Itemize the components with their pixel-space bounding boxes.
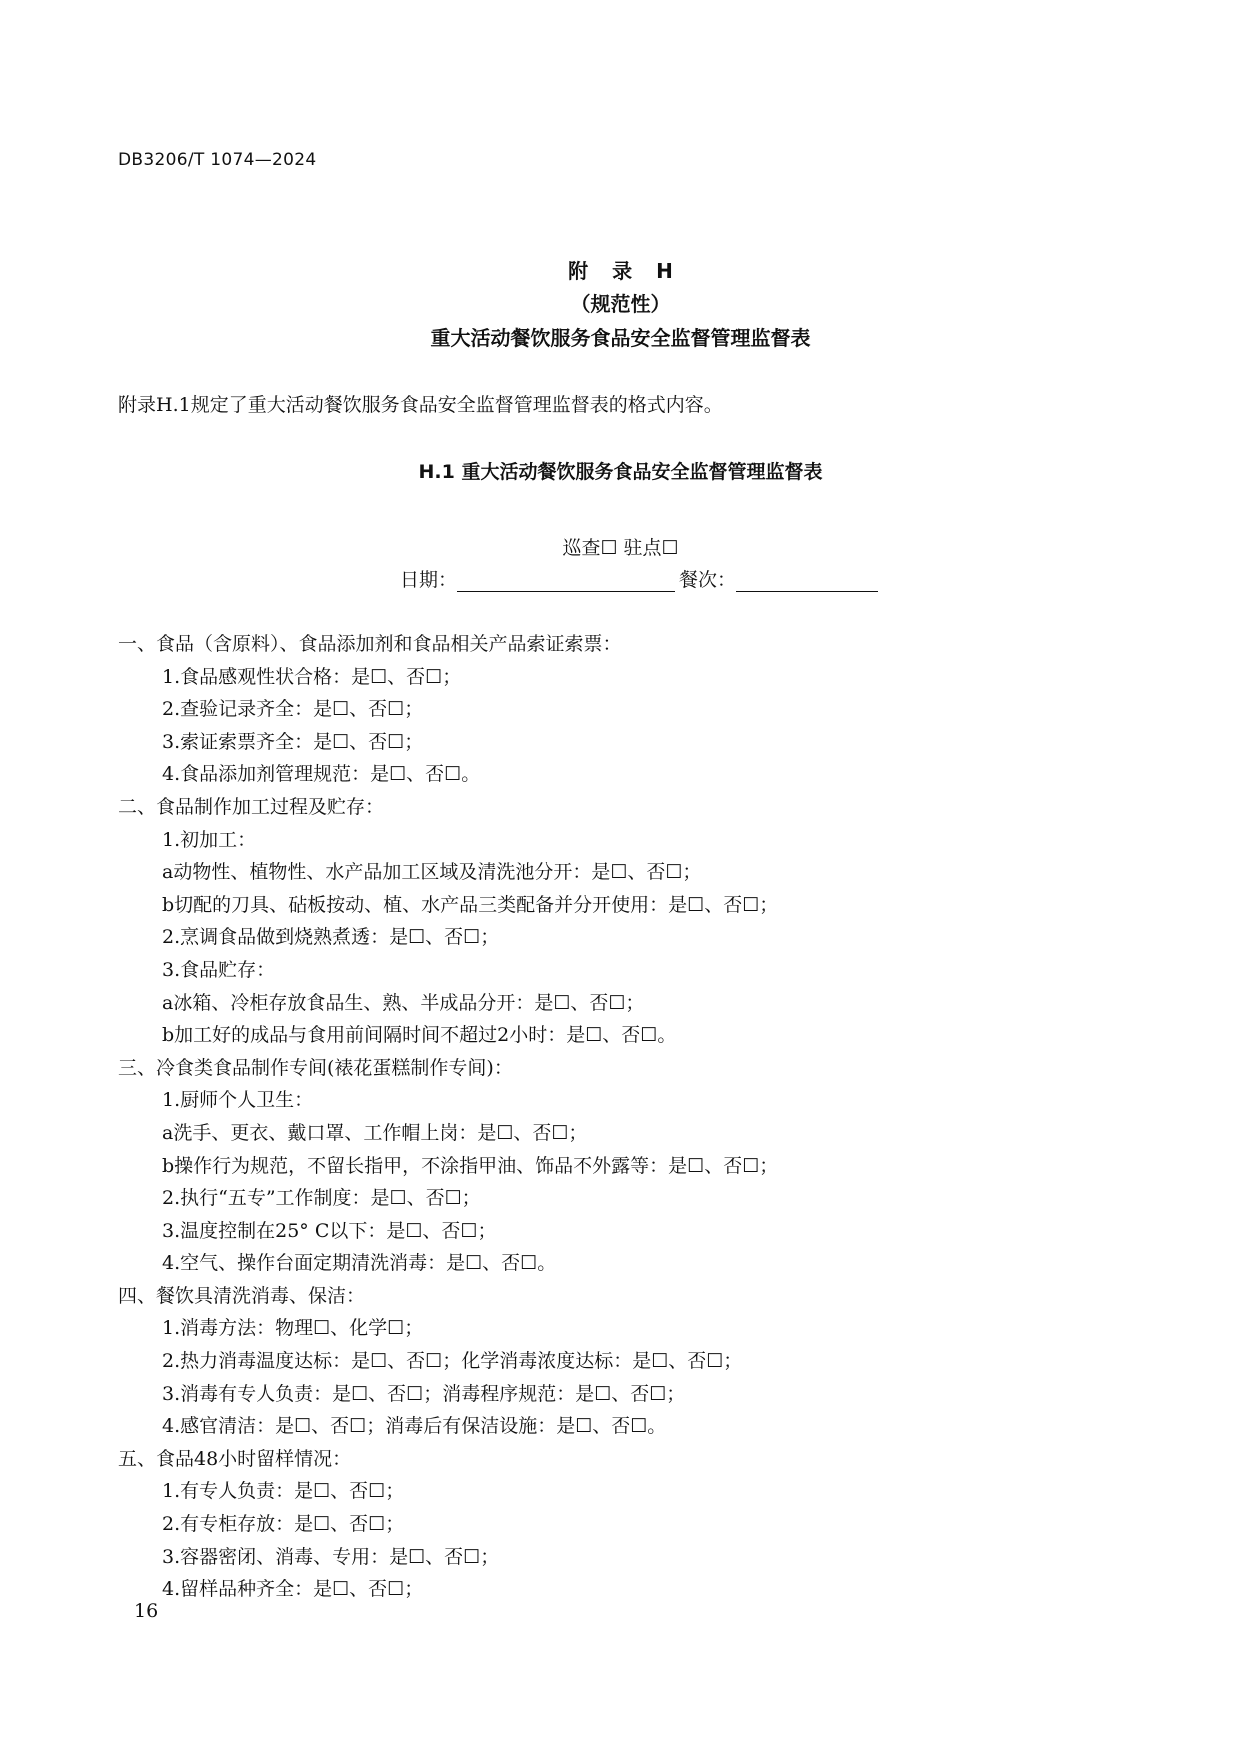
check-item: 4.空气、操作台面定期清洗消毒：是☐、否☐。	[162, 1252, 557, 1275]
check-item: 4.食品添加剂管理规范：是☐、否☐。	[162, 763, 481, 786]
check-item: 3.消毒有专人负责：是☐、否☐；消毒程序规范：是☐、否☐；	[162, 1382, 686, 1405]
page-number: 16	[134, 1600, 159, 1622]
date-label: 日期：	[400, 569, 458, 591]
section-item: 五、食品48小时留样情况：	[118, 1447, 352, 1470]
check-item: 1.厨师个人卫生：	[162, 1089, 314, 1112]
section-item: 二、食品制作加工过程及贮存：	[118, 795, 385, 818]
check-item: 4.留样品种齐全：是☐、否☐；	[162, 1578, 424, 1601]
date-meal-line	[400, 565, 878, 592]
section-item: 三、冷食类食品制作专间(裱花蛋糕制作专间)：	[118, 1056, 513, 1079]
check-item: 2.烹调食品做到烧熟煮透：是☐、否☐；	[162, 926, 500, 949]
check-item: 1.消毒方法：物理☐、化学☐；	[162, 1317, 424, 1340]
check-item: a动物性、植物性、水产品加工区域及清洗池分开：是☐、否☐；	[162, 861, 702, 884]
check-item: 1.食品感观性状合格：是☐、否☐；	[162, 665, 462, 688]
check-item: a冰箱、冷柜存放食品生、熟、半成品分开：是☐、否☐；	[162, 991, 645, 1014]
meal-blank	[736, 569, 878, 592]
date-blank	[457, 569, 675, 592]
meal-label: 餐次：	[679, 569, 737, 591]
document-code: DB3206/T 1074—2024	[118, 150, 317, 170]
check-item: 3.温度控制在25° C以下：是☐、否☐；	[162, 1219, 497, 1242]
check-item: b切配的刀具、砧板按动、植、水产品三类配备并分开使用：是☐、否☐；	[162, 893, 779, 916]
check-item: a洗手、更衣、戴口罩、工作帽上岗：是☐、否☐；	[162, 1121, 588, 1144]
section-item: 一、食品（含原料）、食品添加剂和食品相关产品索证索票：	[118, 633, 622, 655]
check-item: 4.感官清洁：是☐、否☐；消毒后有保洁设施：是☐、否☐。	[162, 1415, 667, 1438]
check-item: 2.查验记录齐全：是☐、否☐；	[162, 698, 424, 721]
section-heading: H.1 重大活动餐饮服务食品安全监督管理监督表	[418, 461, 823, 483]
check-item: b操作行为规范，不留长指甲，不涂指甲油、饰品不外露等：是☐、否☐；	[162, 1154, 779, 1177]
check-item: 2.有专柜存放：是☐、否☐；	[162, 1513, 405, 1536]
check-item: 2.热力消毒温度达标：是☐、否☐；化学消毒浓度达标：是☐、否☐；	[162, 1350, 743, 1373]
check-item: 3.索证索票齐全：是☐、否☐；	[162, 730, 424, 753]
appendix-title: 重大活动餐饮服务食品安全监督管理监督表	[430, 326, 811, 350]
intro-paragraph: 附录H.1规定了重大活动餐饮服务食品安全监督管理监督表的格式内容。	[118, 394, 723, 416]
check-item: 3.食品贮存：	[162, 958, 276, 981]
inspection-mode-line: 巡查☐ 驻点☐	[562, 537, 679, 559]
section-item: 四、餐饮具清洗消毒、保洁：	[118, 1284, 366, 1307]
check-item: 1.初加工：	[162, 828, 257, 851]
check-item: 1.有专人负责：是☐、否☐；	[162, 1480, 405, 1503]
appendix-label: 附录H	[568, 259, 697, 283]
check-item: 3.容器密闭、消毒、专用：是☐、否☐；	[162, 1545, 500, 1568]
normative-label: （规范性）	[570, 292, 671, 316]
check-item: 2.执行“五专”工作制度：是☐、否☐；	[162, 1187, 481, 1210]
check-item: b加工好的成品与食用前间隔时间不超过2小时：是☐、否☐。	[162, 1024, 677, 1047]
checklist	[118, 628, 778, 1606]
